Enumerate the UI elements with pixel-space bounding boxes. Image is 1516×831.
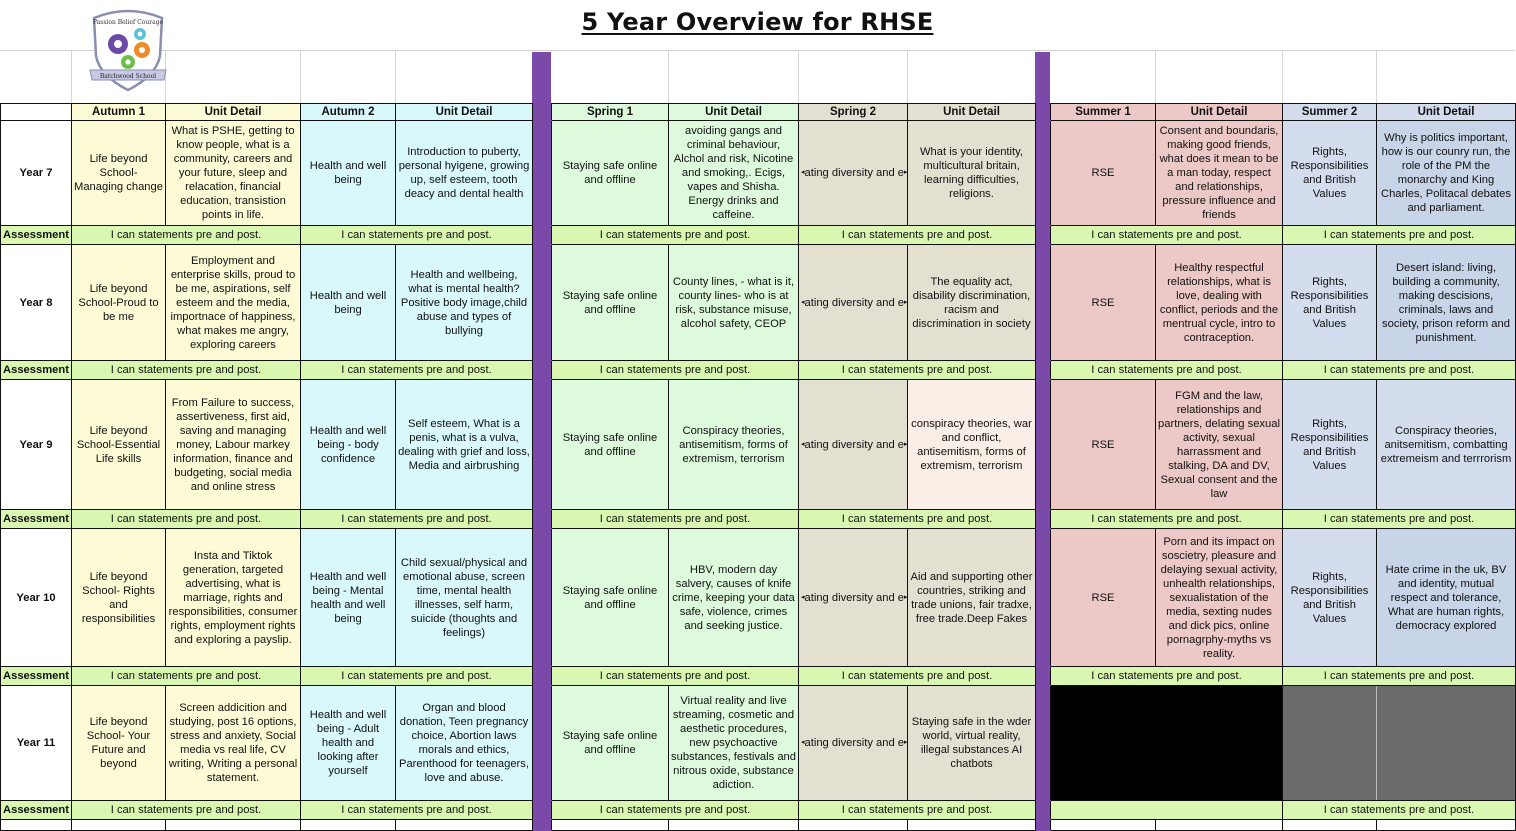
assessment-cell[interactable]: I can statements pre and post. (1051, 226, 1283, 245)
autumn2-unit[interactable]: Health and well being (301, 245, 396, 361)
term-separator (533, 820, 552, 831)
header-summer2: Summer 2 (1283, 104, 1377, 121)
summer2-unit[interactable]: Rights, Responsibilities and British Values (1283, 529, 1377, 667)
summer1-detail[interactable]: Consent and boundaris, making good friends, what does it mean to be a man today, respect and relationships, pressure influence and friends (1156, 121, 1283, 226)
term-separator (1036, 380, 1051, 510)
assessment-row (1, 801, 1516, 820)
assessment-cell[interactable]: I can statements pre and post. (799, 226, 1036, 245)
term-separator (533, 510, 552, 529)
assessment-cell[interactable]: I can statements pre and post. (1283, 667, 1516, 686)
assessment-cell[interactable]: I can statements pre and post. (552, 361, 799, 380)
autumn2-detail[interactable]: Self esteem, What is a penis, what is a vulva, dealing with grief and loss, Media and airbrushing (396, 380, 533, 510)
assessment-cell[interactable]: I can statements pre and post. (1283, 801, 1516, 820)
assessment-label: Assessment (1, 226, 72, 245)
autumn1-unit[interactable]: Life beyond School- Managing change (72, 121, 166, 226)
term-separator (1036, 667, 1051, 686)
assessment-cell[interactable]: I can statements pre and post. (301, 226, 533, 245)
autumn2-unit[interactable]: Health and well being - Adult health and looking after yourself (301, 686, 396, 801)
autumn1-detail[interactable]: Insta and Tiktok generation, targeted advertising, what is marriage, rights and responsibilities, consumer rights, employment rights and exploring a payslip. (166, 529, 301, 667)
header-autumn1: Autumn 1 (72, 104, 166, 121)
summer2-detail[interactable]: Hate crime in the uk, BV and identity, mutual respect and tolerance, What are human rights, democracy explored (1377, 529, 1516, 667)
autumn2-unit[interactable]: Health and well being - body confidence (301, 380, 396, 510)
header-row (1, 104, 1516, 121)
assessment-cell[interactable]: I can statements pre and post. (72, 361, 301, 380)
spring2-unit[interactable]: ◂ ating diversity and e ▸ (799, 380, 908, 510)
header-unit-detail: Unit Detail (1156, 104, 1283, 121)
assessment-cell[interactable]: I can statements pre and post. (301, 667, 533, 686)
term-separator (533, 380, 552, 510)
spring2-detail[interactable]: The equality act, disability discrimination, racism and discrimination in society (908, 245, 1036, 361)
year-label: Year 10 (1, 529, 72, 667)
summer1-blacked-out (1051, 686, 1283, 801)
assessment-cell[interactable]: I can statements pre and post. (301, 510, 533, 529)
spring1-detail[interactable]: Virtual reality and live streaming, cosmetic and aesthetic procedures, new psychoactive substances, festivals and nitrous oxide, substance adiction. (669, 686, 799, 801)
summer2-detail[interactable]: Why is politics important, how is our counry run, the role of the PM the monarchy and King Charles, Politacal debates and parliament. (1377, 121, 1516, 226)
summer1-unit[interactable]: RSE (1051, 245, 1156, 361)
svg-text:Passion Belief Courage: Passion Belief Courage (92, 19, 164, 26)
summer2-unit[interactable]: Rights, Responsibilities and British Values (1283, 245, 1377, 361)
spring1-unit[interactable]: Staying safe online and offline (552, 529, 669, 667)
assessment-cell[interactable]: I can statements pre and post. (72, 226, 301, 245)
assessment-row (1, 667, 1516, 686)
summer1-detail[interactable]: Healthy respectful relationships, what is love, dealing with conflict, periods and the mentrual cycle, intro to contraception. (1156, 245, 1283, 361)
summer2-unit-greyed (1283, 686, 1377, 801)
year-label: Year 8 (1, 245, 72, 361)
term-separator (533, 529, 552, 667)
assessment-cell[interactable]: I can statements pre and post. (799, 361, 1036, 380)
assessment-label: Assessment (1, 801, 72, 820)
assessment-cell[interactable]: I can statements pre and post. (552, 510, 799, 529)
spring1-unit[interactable]: Staying safe online and offline (552, 121, 669, 226)
assessment-label: Assessment (1, 361, 72, 380)
header-summer1: Summer 1 (1051, 104, 1156, 121)
assessment-row (1, 361, 1516, 380)
assessment-row (1, 510, 1516, 529)
summer1-detail[interactable]: FGM and the law, relationships and partners, delating sexual activity, sexual harrassment and stalking, DA and DV, Sexual consent and the law (1156, 380, 1283, 510)
spring1-detail[interactable]: avoiding gangs and criminal behaviour, Alchol and risk, Nicotine and smoking,. Ecigs, vapes and Shisha. Energy drinks and caffeine. (669, 121, 799, 226)
summer2-detail[interactable]: Desert island: living, building a community, making descisions, criminals, laws and society, prison reform and punishment. (1377, 245, 1516, 361)
year-label: Year 7 (1, 121, 72, 226)
spring2-unit[interactable]: ◂ ating diversity and e ▸ (799, 121, 908, 226)
spring2-detail[interactable]: Staying safe in the wder world, virtual reality, illegal substances AI chatbots (908, 686, 1036, 801)
header-spring2: Spring 2 (799, 104, 908, 121)
autumn1-unit[interactable]: Life beyond School- Your Future and beyond (72, 686, 166, 801)
assessment-cell[interactable]: I can statements pre and post. (552, 667, 799, 686)
assessment-label: Assessment (1, 667, 72, 686)
year-row (1, 245, 1516, 361)
term-separator (1036, 510, 1051, 529)
term-separator (533, 245, 552, 361)
summer1-unit[interactable]: RSE (1051, 121, 1156, 226)
autumn1-unit[interactable]: Life beyond School-Essential Life skills (72, 380, 166, 510)
term-separator (533, 801, 552, 820)
year-label: Year 9 (1, 380, 72, 510)
summer1-unit[interactable]: RSE (1051, 529, 1156, 667)
assessment-cell[interactable]: I can statements pre and post. (1051, 361, 1283, 380)
assessment-cell[interactable]: I can statements pre and post. (1283, 361, 1516, 380)
summer1-detail[interactable]: Porn and its impact on soscietry, pleasure and delaying sexual activity, unhealth relationships, sexualistation of the media, sexting nudes and dick pics, online pornagrphy-myths vs reality. (1156, 529, 1283, 667)
spring2-detail[interactable]: conspiracy theories, war and conflict, antisemitism, forms of extremism, terrorism (908, 380, 1036, 510)
autumn1-unit[interactable]: Life beyond School-Proud to be me (72, 245, 166, 361)
header-unit-detail: Unit Detail (669, 104, 799, 121)
term-separator (533, 104, 552, 121)
term-separator (1036, 361, 1051, 380)
page-title: 5 Year Overview for RHSE (581, 8, 934, 36)
assessment-cell[interactable]: I can statements pre and post. (1283, 510, 1516, 529)
term-separator (1036, 686, 1051, 801)
assessment-cell[interactable]: I can statements pre and post. (799, 667, 1036, 686)
spring1-unit[interactable]: Staying safe online and offline (552, 686, 669, 801)
spring1-detail[interactable]: County lines, - what is it, county lines- who is at risk, substance misuse, alcohol safety, CEOP (669, 245, 799, 361)
assessment-cell-empty[interactable] (1051, 801, 1283, 820)
summer2-detail-greyed (1377, 686, 1516, 801)
term-separator (533, 121, 552, 226)
autumn1-detail[interactable]: Employment and enterprise skills, proud to be me, aspirations, self esteem and the media, importnace of happiness, what makes me angry, exploring careers (166, 245, 301, 361)
header-blank (1, 104, 72, 121)
spring2-detail[interactable]: Aid and supporting other countries, striking and trade unions, fair tradxe, free trade.Deep Fakes (908, 529, 1036, 667)
header-unit-detail: Unit Detail (166, 104, 301, 121)
rhse-overview-table (0, 103, 1516, 831)
term-separator (1036, 801, 1051, 820)
term-separator (1036, 104, 1051, 121)
year-row (1, 121, 1516, 226)
autumn2-unit[interactable]: Health and well being - Mental health and well being (301, 529, 396, 667)
term-separator (1036, 245, 1051, 361)
autumn2-unit[interactable]: Health and well being (301, 121, 396, 226)
assessment-cell[interactable]: I can statements pre and post. (799, 801, 1036, 820)
svg-text:Batchwood School: Batchwood School (99, 73, 157, 80)
assessment-cell[interactable]: I can statements pre and post. (1051, 667, 1283, 686)
header-spring1: Spring 1 (552, 104, 669, 121)
spring1-unit[interactable]: Staying safe online and offline (552, 380, 669, 510)
summer2-detail[interactable]: Conspiracy theories, anitsemitism, combatting extremeism and terrrorism (1377, 380, 1516, 510)
assessment-cell[interactable]: I can statements pre and post. (72, 667, 301, 686)
assessment-cell[interactable]: I can statements pre and post. (552, 226, 799, 245)
blank-row (1, 820, 1516, 831)
year-row (1, 380, 1516, 510)
spring1-detail[interactable]: Conspiracy theories, antisemitism, forms of extremism, terrorism (669, 380, 799, 510)
autumn1-detail[interactable]: From Failure to success, assertiveness, first aid, saving and managing money, Labour markey information, finance and budgeting, social media and online stress (166, 380, 301, 510)
assessment-cell[interactable]: I can statements pre and post. (301, 361, 533, 380)
term-separator (533, 667, 552, 686)
term-separator (1036, 529, 1051, 667)
summer2-unit[interactable]: Rights, Responsibilities and British Values (1283, 380, 1377, 510)
year-label: Year 11 (1, 686, 72, 801)
spring1-unit[interactable]: Staying safe online and offline (552, 245, 669, 361)
assessment-cell[interactable]: I can statements pre and post. (72, 801, 301, 820)
autumn1-unit[interactable]: Life beyond School- Rights and responsibilities (72, 529, 166, 667)
header-autumn2: Autumn 2 (301, 104, 396, 121)
assessment-cell[interactable]: I can statements pre and post. (72, 510, 301, 529)
summer2-unit[interactable]: Rights, Responsibilities and British Values (1283, 121, 1377, 226)
autumn2-detail[interactable]: Introduction to puberty, personal hyigene, growing up, self esteem, tooth deacy and dental health (396, 121, 533, 226)
spring2-detail[interactable]: What is your identity, multicultural britain, learning difficulties, religions. (908, 121, 1036, 226)
spring2-unit[interactable]: ◂ ating diversity and e ▸ (799, 245, 908, 361)
assessment-cell[interactable]: I can statements pre and post. (1051, 510, 1283, 529)
summer1-unit[interactable]: RSE (1051, 380, 1156, 510)
header-unit-detail: Unit Detail (1377, 104, 1516, 121)
assessment-row (1, 226, 1516, 245)
term-separator (533, 226, 552, 245)
spring2-unit[interactable]: ◂ ating diversity and e ▸ (799, 686, 908, 801)
term-separator (1036, 121, 1051, 226)
assessment-cell[interactable]: I can statements pre and post. (301, 801, 533, 820)
autumn2-detail[interactable]: Health and wellbeing, what is mental health? Positive body image,child abuse and types of bullying (396, 245, 533, 361)
assessment-cell[interactable]: I can statements pre and post. (799, 510, 1036, 529)
term-separator (1036, 820, 1051, 831)
header-unit-detail: Unit Detail (396, 104, 533, 121)
assessment-cell[interactable]: I can statements pre and post. (1283, 226, 1516, 245)
year-row (1, 686, 1516, 801)
empty-grid-area (0, 50, 1515, 103)
header-unit-detail: Unit Detail (908, 104, 1036, 121)
assessment-label: Assessment (1, 510, 72, 529)
autumn1-detail[interactable]: What is PSHE, getting to know people, what is a community, careers and your future, sleep and relacation, financial education, transistion points in life. (166, 121, 301, 226)
autumn1-detail[interactable]: Screen addicition and studying, post 16 options, stress and anxiety, Social media vs real life, CV writing, Writing a personal statement. (166, 686, 301, 801)
spring2-unit[interactable]: ◂ ating diversity and e ▸ (799, 529, 908, 667)
year-row (1, 529, 1516, 667)
term-separator (533, 361, 552, 380)
spring1-detail[interactable]: HBV, modern day salvery, causes of knife crime, keeping your data safe, violence, crimes and seeking justice. (669, 529, 799, 667)
school-logo (86, 4, 170, 92)
autumn2-detail[interactable]: Child sexual/physical and emotional abuse, screen time, mental health illnesses, self harm, suicide (thoughts and feelings) (396, 529, 533, 667)
term-separator (533, 686, 552, 801)
autumn2-detail[interactable]: Organ and blood donation, Teen pregnancy choice, Abortion laws morals and ethics, Parenthood for teenagers, love and abuse. (396, 686, 533, 801)
assessment-cell[interactable]: I can statements pre and post. (552, 801, 799, 820)
term-separator (1036, 226, 1051, 245)
